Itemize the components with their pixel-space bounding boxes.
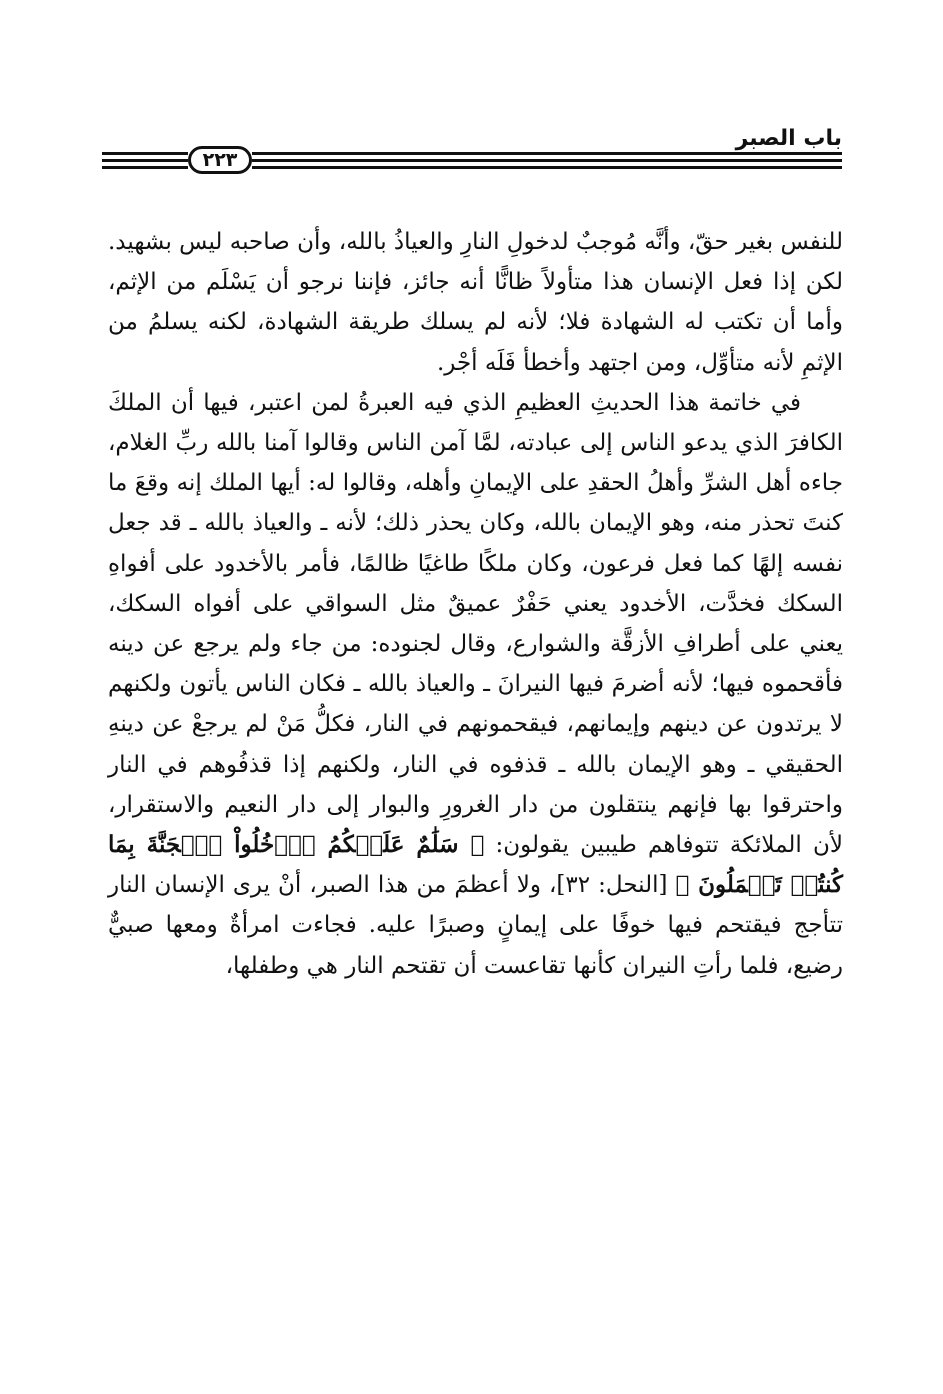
chapter-title: باب الصبر <box>735 126 842 151</box>
body-text <box>108 222 843 986</box>
header-rule <box>252 159 842 162</box>
paragraph <box>108 222 843 383</box>
paragraph-text: ، ولا أعظمَ من هذا الصبر، أنْ يرى الإنسان النار تتأجج فيقتحم فيها خوفًا على إيمانٍ وصبرًا عليه. فجاءت امرأةٌ ومعها صبيٌّ رضيع، فلما رأتِ النيران كأنها تقاعست أن تقتحم النار هي وطفلها، <box>108 872 843 979</box>
paragraph-text: للنفس بغير حقّ، وأنَّه مُوجبٌ لدخولِ النارِ والعياذُ بالله، وأن صاحبه ليس بشهيد. لكن إذا فعل الإنسان هذا متأولاً ظانًّا أنه جائز، فإننا نرجو أن يَسْلَم من الإثم، وأما أن تكتب له الشهادة فلا؛ لأنه لم يسلك طريقة الشهادة، لكنه يسلمُ من الإثمِ لأنه متأوِّل، ومن اجتهد وأخطأ فَلَه أجْر. <box>108 229 843 376</box>
verse-citation: [النحل: ٣٢] <box>556 872 676 899</box>
quran-verse: ﴿ سَلَٰمٌ عَلَيۡكُمُ ٱدۡخُلُواْ ٱلۡجَنَّةَ بِمَا كُنتُمۡ تَعۡمَلُونَ ﴾ <box>108 831 843 899</box>
header-rule <box>102 152 188 155</box>
paragraph-text: في خاتمة هذا الحديثِ العظيمِ الذي فيه العبرةُ لمن اعتبر، فيها أن الملكَ الكافرَ الذي يدعو الناس إلى عبادته، لمَّا آمن الناس وقالوا آمنا بالله ربِّ الغلام، جاءه أهل الشرِّ وأهلُ الحقدِ على الإيمانِ وأهله، وقالوا له: أيها الملك إنه وقعَ ما كنتَ تحذر منه، وهو الإيمان بالله، وكان يحذر ذلك؛ لأنه ـ والعياذ بالله ـ قد جعل نفسه إلهًا كما فعل فرعون، وكان ملكًا طاغيًا ظالمًا، فأمر بالأخدود على أفواهِ السكك فخدَّت، الأخدود يعني حَفْرٌ عميقٌ مثل السواقي على أفواه السكك، يعني على أطرافِ الأزقَّة والشوارع، وقال لجنوده: من جاء ولم يرجع عن دينه فأقحموه فيها؛ لأنه أضرمَ فيها النيرانَ ـ والعياذ بالله ـ فكان الناس يأتون ولكنهم لا يرتدون عن دينهم وإيمانهم، فيقحمونهم في النار، فكلُّ مَنْ لم يرجعْ عن دينهِ الحقيقي ـ وهو الإيمان بالله ـ قذفوه في النار، ولكنهم إذا قذفُوهم في النار واحترقوا بها فإنهم ينتقلون من دار الغرورِ والبوار إلى دار النعيم والاستقرار، لأن الملائكة تتوفاهم طيبين يقولون: <box>108 389 843 859</box>
page-number-badge <box>188 146 252 174</box>
page-header <box>102 120 842 180</box>
header-rule <box>252 152 842 155</box>
header-rule <box>102 159 188 162</box>
header-rule <box>102 166 188 169</box>
paragraph <box>108 383 843 986</box>
header-rule <box>252 166 842 169</box>
page-number: ٢٢٣ <box>202 148 238 171</box>
